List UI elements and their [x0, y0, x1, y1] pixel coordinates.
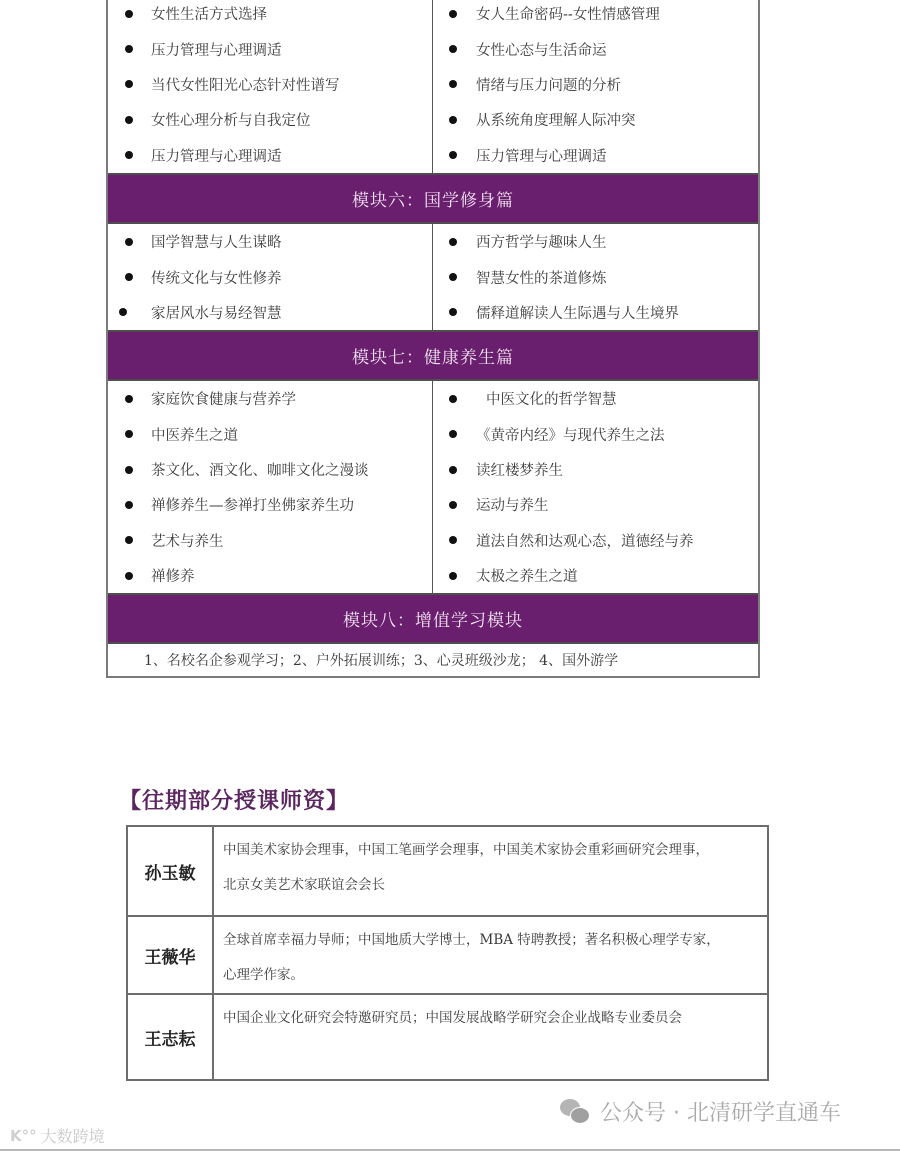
bullet-icon	[125, 572, 133, 580]
list-item: 读红楼梦养生	[433, 452, 758, 487]
bullet-icon	[449, 80, 457, 88]
module7-items	[108, 381, 758, 593]
bullet-icon	[449, 430, 457, 438]
list-item: 儒释道解读人生际遇与人生境界	[433, 295, 758, 330]
table-row	[127, 994, 768, 1080]
list-item: 家庭饮食健康与营养学	[108, 381, 432, 416]
list-item: 女性心理分析与自我定位	[108, 102, 432, 137]
watermark-left	[10, 1124, 105, 1147]
wechat-account-badge[interactable]	[560, 1096, 841, 1127]
list-item: 智慧女性的茶道修炼	[433, 259, 758, 294]
list-item: 禅修养	[108, 558, 432, 593]
module5-left-column	[108, 0, 433, 173]
module6-header: 模块六：国学修身篇	[108, 173, 758, 224]
list-item: 从系统角度理解人际冲突	[433, 102, 758, 137]
list-item: 传统文化与女性修养	[108, 259, 432, 294]
list-item: 运动与养生	[433, 487, 758, 522]
bullet-icon	[449, 466, 457, 474]
bullet-icon	[449, 238, 457, 246]
brand-logo-icon: K°°	[10, 1126, 37, 1145]
module7-right-column	[433, 381, 758, 593]
bullet-icon	[449, 116, 457, 124]
module6-right-column	[433, 224, 758, 330]
bullet-icon	[125, 238, 133, 246]
list-item: 当代女性阳光心态针对性谱写	[108, 67, 432, 102]
bullet-icon	[125, 536, 133, 544]
module8-header: 模块八：增值学习模块	[108, 593, 758, 644]
bullet-icon	[125, 151, 133, 159]
list-item: 中医养生之道	[108, 417, 432, 452]
bullet-icon	[125, 116, 133, 124]
bullet-icon	[449, 572, 457, 580]
list-item: 国学智慧与人生谋略	[108, 224, 432, 259]
list-item: 《黄帝内经》与现代养生之法	[433, 417, 758, 452]
bullet-icon	[449, 45, 457, 53]
module7-left-column	[108, 381, 433, 593]
list-item: 道法自然和达观心态，道德经与养	[433, 523, 758, 558]
watermark-text: 大数跨境	[40, 1127, 105, 1146]
faculty-description: 中国美术家协会理事，中国工笔画学会理事，中国美术家协会重彩画研究会理事， 北京女美艺术家联谊会会长	[213, 826, 768, 916]
faculty-name: 王志耘	[127, 994, 213, 1080]
bullet-icon	[449, 308, 457, 316]
module6-items	[108, 224, 758, 330]
list-item: 压力管理与心理调适	[108, 138, 432, 173]
bullet-icon	[125, 501, 133, 509]
module6-left-column	[108, 224, 433, 330]
faculty-name: 孙玉敏	[127, 826, 213, 916]
list-item: 女性生活方式选择	[108, 0, 432, 31]
list-item: 女性心态与生活命运	[433, 31, 758, 66]
bullet-icon	[449, 10, 457, 18]
account-label: 公众号 · 北清研学直通车	[600, 1101, 841, 1126]
module5-items	[108, 0, 758, 173]
faculty-table	[126, 825, 769, 1081]
list-item: 女人生命密码--女性情感管理	[433, 0, 758, 31]
course-table	[106, 0, 760, 678]
bullet-icon	[125, 395, 133, 403]
bullet-icon	[449, 501, 457, 509]
bullet-icon	[125, 430, 133, 438]
table-row	[127, 916, 768, 994]
list-item: 艺术与养生	[108, 523, 432, 558]
list-item: 中医文化的哲学智慧	[433, 381, 758, 416]
module8-content: 1、名校名企参观学习；2、户外拓展训练；3、心灵班级沙龙； 4、国外游学	[144, 653, 619, 670]
list-item: 家居风水与易经智慧	[108, 295, 432, 330]
faculty-name: 王薇华	[127, 916, 213, 994]
wechat-icon	[560, 1099, 592, 1125]
faculty-description: 全球首席幸福力导师；中国地质大学博士，MBA 特聘教授；著名积极心理学专家， 心理学作家。	[213, 916, 768, 994]
bullet-icon	[125, 466, 133, 474]
bullet-icon	[449, 151, 457, 159]
bullet-icon	[449, 395, 457, 403]
bullet-icon	[449, 273, 457, 281]
module7-header: 模块七：健康养生篇	[108, 330, 758, 381]
module5-right-column	[433, 0, 758, 173]
bullet-icon	[449, 536, 457, 544]
list-item: 禅修养生—参禅打坐佛家养生功	[108, 487, 432, 522]
bullet-icon	[125, 10, 133, 18]
list-item: 压力管理与心理调适	[108, 31, 432, 66]
list-item: 太极之养生之道	[433, 558, 758, 593]
bullet-icon	[125, 45, 133, 53]
bullet-icon	[119, 308, 127, 316]
faculty-section-title: 【往期部分授课师资】	[119, 789, 350, 814]
list-item: 情绪与压力问题的分析	[433, 67, 758, 102]
table-row	[127, 826, 768, 916]
faculty-description: 中国企业文化研究会特邀研究员；中国发展战略学研究会企业战略专业委员会	[213, 994, 768, 1080]
bullet-icon	[125, 80, 133, 88]
list-item: 压力管理与心理调适	[433, 138, 758, 173]
list-item: 西方哲学与趣味人生	[433, 224, 758, 259]
list-item: 茶文化、酒文化、咖啡文化之漫谈	[108, 452, 432, 487]
bullet-icon	[125, 273, 133, 281]
